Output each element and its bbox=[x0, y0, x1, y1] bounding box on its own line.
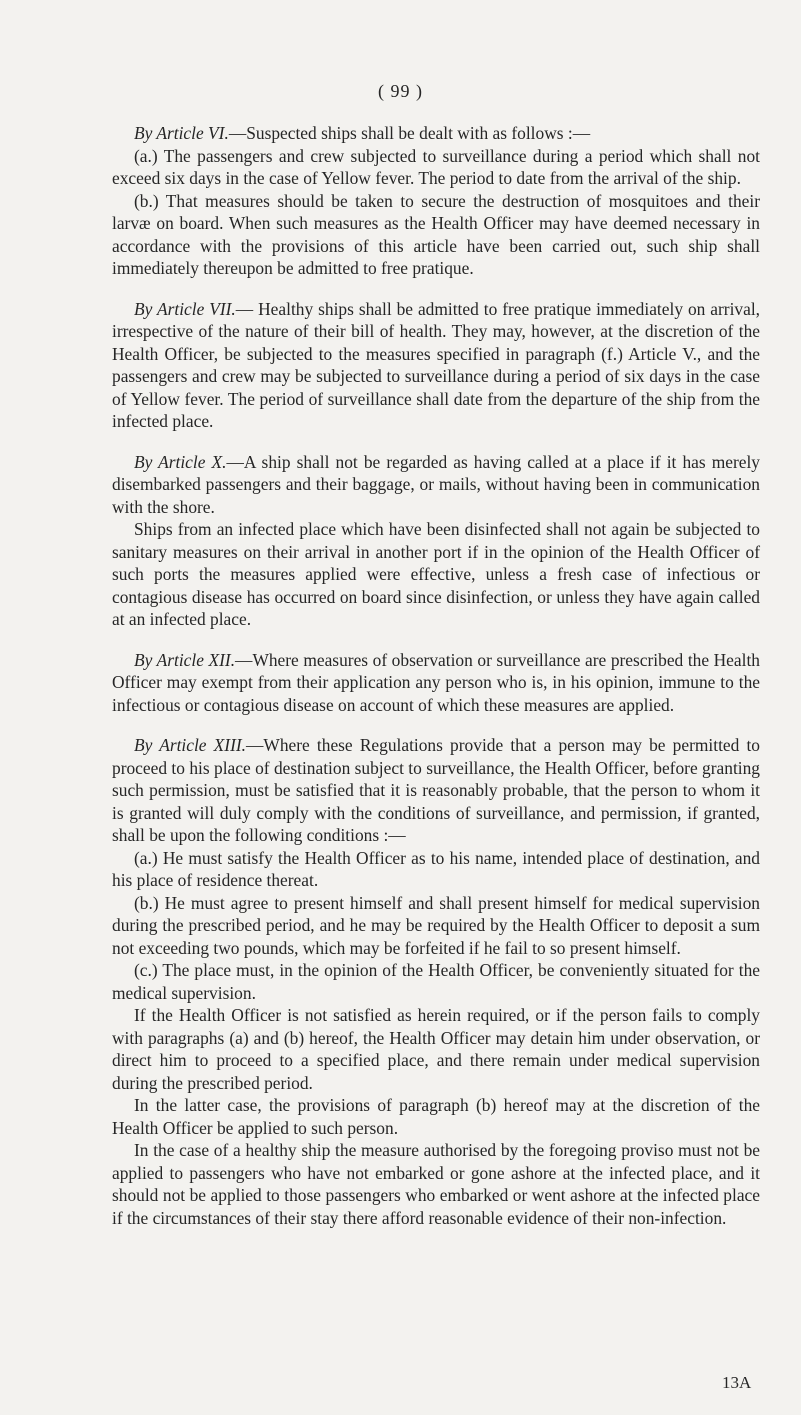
article-heading: By Article X. bbox=[134, 451, 227, 472]
article-heading: By Article XII. bbox=[134, 649, 236, 670]
article-heading: By Article VII. bbox=[134, 298, 236, 319]
paragraph-article-10 bbox=[112, 451, 760, 519]
paragraph-13-latter-case: In the latter case, the provisions of paragraph (b) hereof may at the discretion of the Health Officer be applied to such person. bbox=[112, 1095, 760, 1138]
paragraph-13b: (b.) He must agree to present himself and shall present himself for medical supervision during the prescribed period, and he may be required by the Health Officer to deposit a sum not exceeding two pounds, which may be forfeited if he fail to so present himself. bbox=[112, 892, 760, 958]
paragraph-13-not-satisfied: If the Health Officer is not satisfied as herein required, or if the person fails to comply with paragraphs (a) and (b) hereof, the Health Officer may detain him under observation, or direct him to proceed to a specified place, and there remain under medical supervision during the prescribed period. bbox=[112, 1005, 760, 1093]
page-number: ( 99 ) bbox=[378, 81, 423, 101]
paragraph-13-healthy-ship: In the case of a healthy ship the measure authorised by the foregoing proviso must not be applied to passengers who have not embarked or gone ashore at the infected place, and it should not be applied to those passengers who embarked or went ashore at the infected place if the circumstances of their stay there afford reasonable evidence of their non-infection. bbox=[112, 1140, 760, 1228]
paragraph-text: —Where measures of observation or surveillance are prescribed the Health Officer may exempt from their application any person who is, in his opinion, immune to the infectious or contagious disease on account of which these measures are applied. bbox=[112, 649, 760, 715]
article-heading: By Article XIII. bbox=[134, 735, 247, 755]
paragraph-10-ships: Ships from an infected place which have been disinfected shall not again be subjected to sanitary measures on their arrival in another port if in the opinion of the Health Officer of such ports the measures applied were effective, unless a fresh case of infectious or contagious disease has occurred on board since disinfection, or unless they have again called at an infected place. bbox=[112, 519, 760, 629]
paragraph-text: —A ship shall not be regarded as having called at a place if it has merely disembarked passengers and their baggage, or mails, without having been in communication with the shore. bbox=[112, 451, 760, 517]
document-body bbox=[112, 122, 760, 1229]
paragraph-13a: (a.) He must satisfy the Health Officer as to his name, intended place of destination, and his place of residence thereat. bbox=[112, 847, 760, 890]
paragraph-6b: (b.) That measures should be taken to secure the destruction of mosquitoes and their larvæ on board. When such measures as the Health Officer may have deemed necessary in accordance with the provisions of this article have been carried out, such ship shall immediately thereupon be admitted to free pratique. bbox=[112, 190, 760, 278]
paragraph-text: —Suspected ships shall be dealt with as follows :— bbox=[228, 123, 591, 143]
paragraph-13c: (c.) The place must, in the opinion of the Health Officer, be conveniently situated for the medical supervision. bbox=[112, 960, 760, 1003]
paragraph-article-6 bbox=[112, 122, 760, 145]
signature-mark: 13A bbox=[722, 1373, 752, 1392]
paragraph-text: — Healthy ships shall be admitted to free pratique immediately on arrival, irrespective of the nature of their bill of health. They may, however, at the discretion of the Health Officer, be subjected to the measures specified in paragraph (f.) Article V., and the passengers and crew may be subjected to surveillance during a period of six days in the case of Yellow fever. The period of surveillance shall date from the departure of the ship from the infected place. bbox=[112, 298, 761, 431]
paragraph-article-13 bbox=[112, 734, 760, 847]
paragraph-6a: (a.) The passengers and crew subjected to surveillance during a period which shall not exceed six days in the case of Yellow fever. The period to date from the arrival of the ship. bbox=[112, 145, 760, 188]
article-heading: By Article VI. bbox=[134, 123, 229, 143]
paragraph-text: —Where these Regulations provide that a person may be permitted to proceed to his place of destination subject to surveillance, the Health Officer, before granting such permission, must be satisfied that it is reasonably probable, that the person to whom it is granted will duly comply with the conditions of surveillance, and permission, if granted, shall be upon the following conditions :— bbox=[112, 735, 761, 845]
paragraph-article-12 bbox=[112, 649, 760, 717]
paragraph-article-7 bbox=[112, 298, 760, 433]
